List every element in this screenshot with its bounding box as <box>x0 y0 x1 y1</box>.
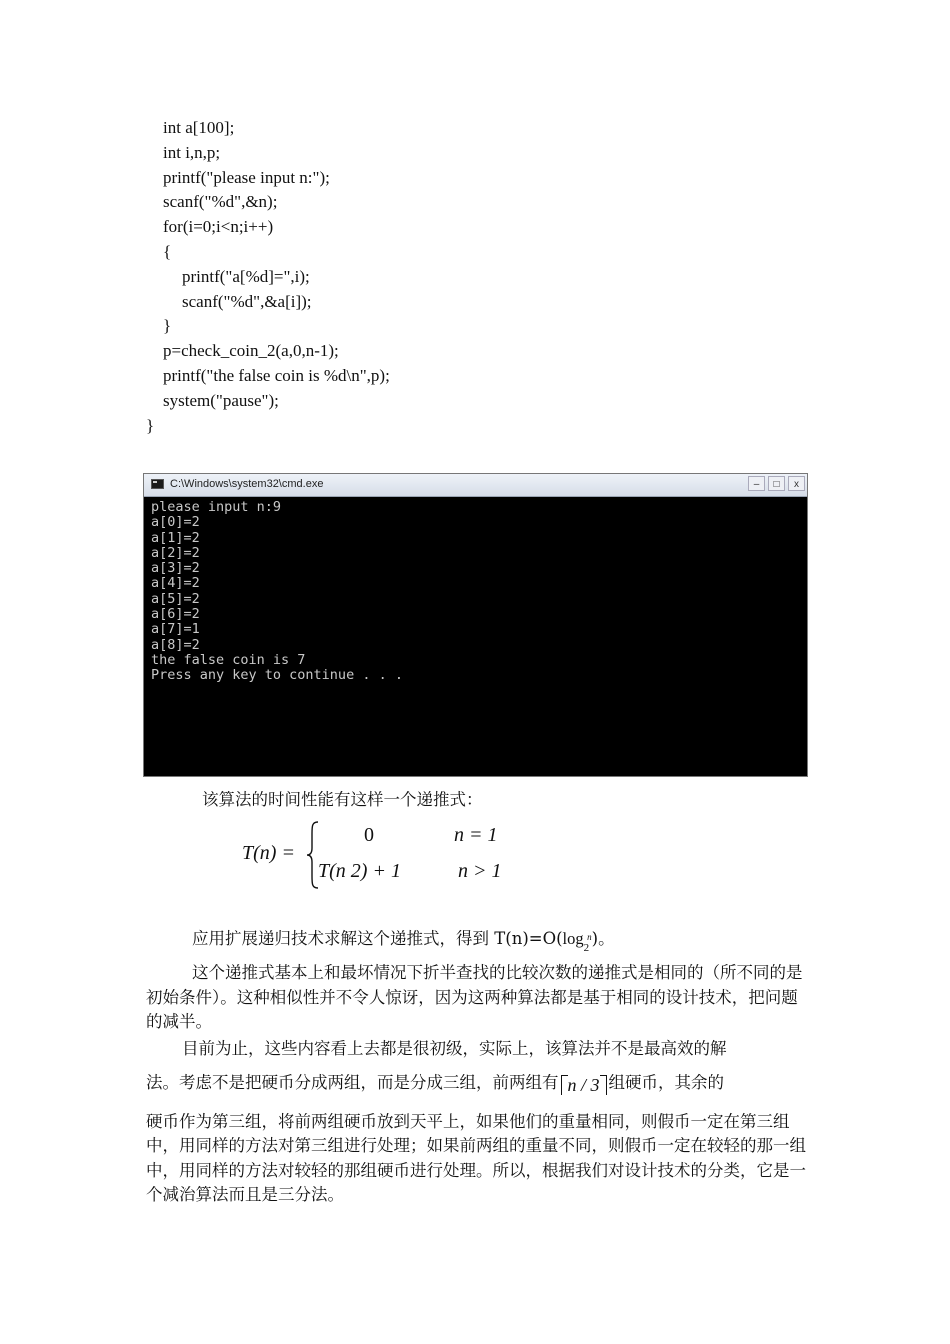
console-line: the false coin is 7 <box>151 651 306 668</box>
paragraph-2-rest: 硬币作为第三组，将前两组硬币放到天平上，如果他们的重量相同，则假币一定在第三组中，用同样的方法对第三组进行处理；如果前两组的重量不同，则假币一定在较轻的那一组中，用同样的方法对较轻的那组硬币进行处理。所以，根据我们对设计技术的分类，它是一个减治算法而且是三分法。 <box>146 1112 806 1204</box>
paragraph-2-line-1: 目前为止，这些内容看上去都是很初级，实际上，该算法并不是最高效的解 <box>182 1039 727 1058</box>
code-line: int i,n,p; <box>163 142 221 162</box>
cmd-icon <box>151 479 164 489</box>
paragraph-2-text-b: 组硬币，其余的 <box>608 1073 725 1092</box>
log-base: 2 <box>583 942 590 954</box>
code-line: } <box>146 415 155 435</box>
log-arg: n <box>587 932 592 942</box>
paragraph-2-text-a: 法。考虑不是把硬币分成两组，而是分成三组，前两组有 <box>146 1073 559 1092</box>
close-button[interactable]: x <box>788 476 805 491</box>
code-line: printf("please input n:"); <box>163 167 330 187</box>
log-expression <box>562 929 592 954</box>
case2-condition: n > 1 <box>458 860 502 882</box>
case2-value: T(n 2) + 1 <box>318 860 401 882</box>
code-line: scanf("%d",&a[i]); <box>182 291 312 311</box>
code-line: scanf("%d",&n); <box>163 192 278 212</box>
paragraph-1: 这个递推式基本上和最坏情况下折半查找的比较次数的递推式是相同的（所不同的是初始条件）。这种相似性并不令人惊讶，因为这两种算法都是基于相同的设计技术，把问题的减半。 <box>146 963 803 1031</box>
code-listing <box>146 116 390 438</box>
console-titlebar <box>144 474 807 497</box>
console-line: a[8]=2 <box>151 636 200 653</box>
console-line: a[1]=2 <box>151 529 200 546</box>
console-line: Press any key to continue . . . <box>151 667 403 684</box>
console-line: a[7]=1 <box>151 621 200 638</box>
console-window <box>143 473 808 777</box>
window-controls <box>748 476 805 491</box>
console-line: a[5]=2 <box>151 590 200 607</box>
console-line: a[6]=2 <box>151 606 200 623</box>
console-line: a[0]=2 <box>151 514 200 531</box>
code-line: p=check_coin_2(a,0,n-1); <box>163 341 339 361</box>
code-line: system("pause"); <box>163 390 279 410</box>
code-line: printf("the false coin is %d\n",p); <box>163 365 390 385</box>
solution-suffix: )。 <box>591 929 615 948</box>
log-label: log <box>562 929 584 948</box>
console-line: a[3]=2 <box>151 560 200 577</box>
code-line: for(i=0;i<n;i++) <box>163 217 274 237</box>
code-line: printf("a[%d]=",i); <box>182 266 310 286</box>
code-line: { <box>163 241 172 261</box>
case1-value: 0 <box>364 824 374 846</box>
solution-text <box>192 925 802 961</box>
console-output <box>144 497 807 684</box>
console-title: C:\Windows\system32\cmd.exe <box>170 478 324 490</box>
console-line: a[2]=2 <box>151 544 200 561</box>
console-line: a[4]=2 <box>151 575 200 592</box>
console-line: please input n:9 <box>151 499 282 515</box>
recurrence-formula <box>240 820 520 890</box>
code-line: int a[100]; <box>163 118 235 137</box>
minimize-button[interactable]: – <box>748 476 765 491</box>
formula-lhs: T(n) = <box>242 842 295 864</box>
maximize-button[interactable]: □ <box>768 476 785 491</box>
case1-condition: n = 1 <box>454 824 498 846</box>
paragraph-2-line-2 <box>146 1069 808 1097</box>
intro-text: 该算法的时间性能有这样一个递推式： <box>202 790 483 809</box>
ceiling-expression: n / 3 <box>561 1075 607 1095</box>
code-line: } <box>163 316 172 336</box>
solution-prefix: 应用扩展递归技术求解这个递推式，得到 T(n)=O( <box>192 929 563 948</box>
